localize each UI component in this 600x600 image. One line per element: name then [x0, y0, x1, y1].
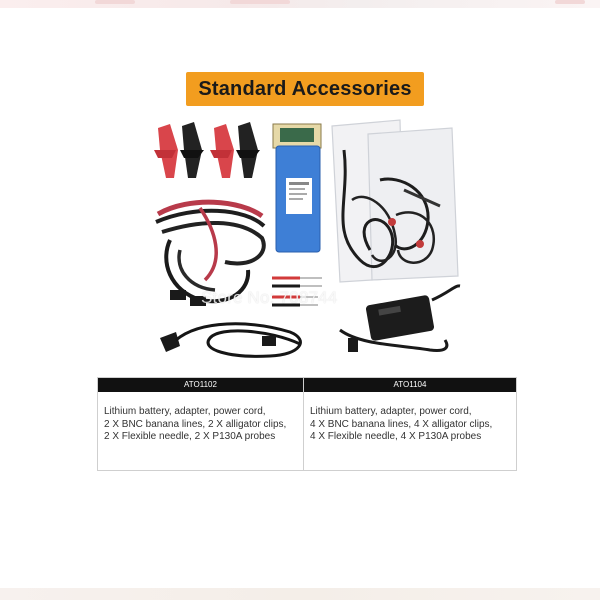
column-line: Lithium battery, adapter, power cord,	[310, 406, 472, 417]
column-line: 2 X Flexible needle, 2 X P130A probes	[104, 431, 276, 442]
column-header: ATO1102	[98, 378, 303, 392]
table-column-ato1104	[304, 378, 516, 470]
alligator-clip-icon	[154, 122, 204, 178]
bottom-strip	[0, 588, 600, 600]
plastic-bag-icon	[332, 120, 458, 282]
column-header: ATO1104	[304, 378, 516, 392]
battery-pack-icon	[273, 124, 321, 252]
column-body	[98, 392, 303, 444]
store-watermark: Store No: 708744	[201, 288, 338, 307]
column-line: 2 X BNC banana lines, 2 X alligator clips,	[104, 418, 287, 430]
power-adapter-icon	[340, 286, 460, 352]
power-cord-icon	[160, 324, 300, 356]
accessory-comparison-table	[97, 377, 517, 471]
column-body	[304, 392, 516, 444]
column-line: Lithium battery, adapter, power cord,	[104, 406, 266, 417]
section-title-banner: Standard Accessories	[186, 72, 424, 106]
table-column-ato1102	[98, 378, 304, 470]
alligator-clip-icon	[210, 122, 260, 178]
column-line: 4 X BNC banana lines, 4 X alligator clips,	[310, 418, 493, 430]
column-line: 4 X Flexible needle, 4 X P130A probes	[310, 431, 482, 442]
